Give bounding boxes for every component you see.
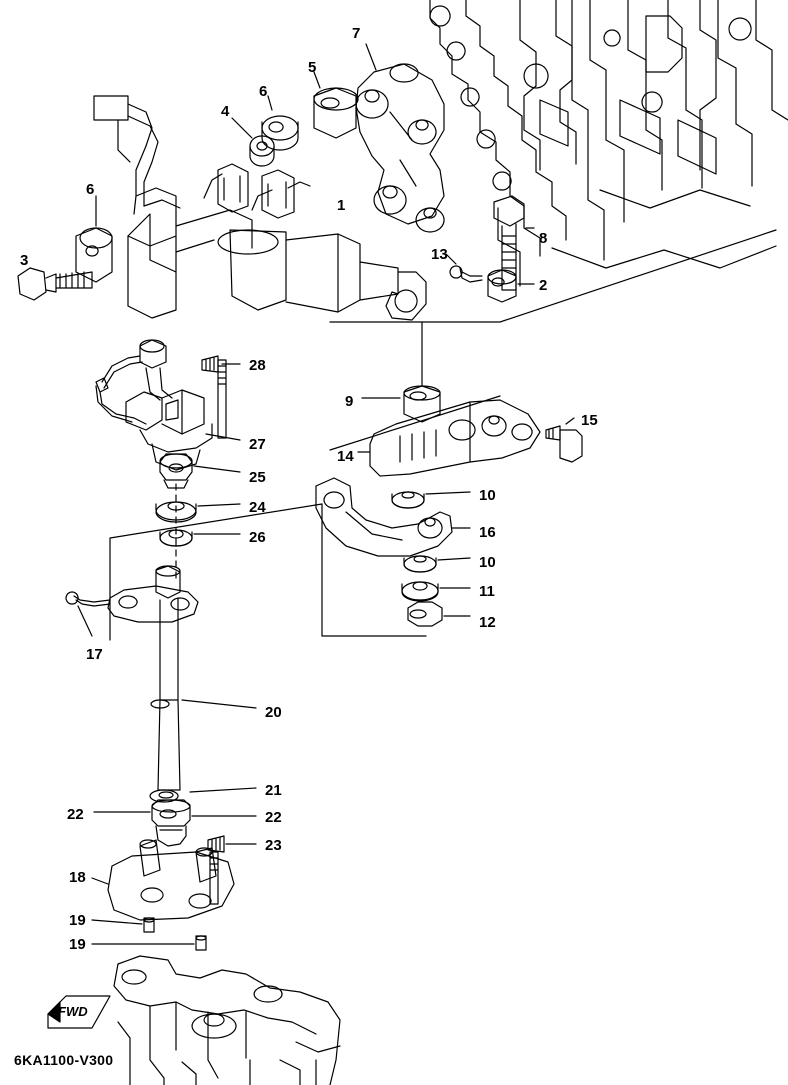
callout-3: 3 [20, 252, 29, 269]
part-27-switch-assembly [96, 340, 212, 470]
part-10-washer-lower [404, 556, 436, 572]
part-10-washer-upper [392, 492, 424, 508]
part-12-nut [408, 602, 442, 626]
leader-4 [232, 118, 252, 138]
part-11-washer [402, 582, 438, 601]
part-7-bracket [356, 64, 444, 232]
callout-23: 23 [265, 837, 282, 854]
leader-6-upper [268, 96, 272, 110]
leader-line-casting [330, 230, 776, 322]
callout-18: 18 [69, 869, 86, 886]
callout-19-b: 19 [69, 936, 86, 953]
callout-8: 8 [539, 230, 548, 247]
callout-24: 24 [249, 499, 266, 516]
part-14-lever-arm [370, 400, 540, 476]
diagram-part-code: 6KA1100-V300 [14, 1052, 114, 1068]
shift-rod-upper-lever [108, 566, 198, 622]
callout-25: 25 [249, 469, 266, 486]
callout-19-a: 19 [69, 912, 86, 929]
callout-16: 16 [479, 524, 496, 541]
callout-21: 21 [265, 782, 282, 799]
callout-9: 9 [345, 393, 354, 410]
callout-22-a: 22 [67, 806, 84, 823]
callout-28: 28 [249, 357, 266, 374]
callout-26: 26 [249, 529, 266, 546]
callout-7: 7 [352, 25, 361, 42]
leader-20 [182, 700, 256, 708]
callout-14: 14 [337, 448, 354, 465]
part-23-bolt [208, 836, 224, 904]
callout-5: 5 [308, 59, 317, 76]
leader-10-upper [426, 492, 470, 494]
lower-mounting-casting [114, 956, 340, 1085]
callout-15: 15 [581, 412, 598, 429]
fwd-label: FWD [58, 1004, 88, 1019]
callout-1: 1 [337, 197, 346, 214]
leader-19-upper [92, 920, 142, 924]
part-19-pin-lower [196, 936, 206, 950]
leader-17 [78, 606, 92, 636]
leader-21 [190, 788, 256, 792]
callout-4: 4 [221, 103, 230, 120]
leader-18 [92, 878, 108, 884]
leader-10-lower [438, 558, 470, 560]
part-20-shift-rod [151, 598, 180, 790]
part-15-bolt [546, 426, 582, 462]
leader-7 [366, 44, 376, 70]
callout-2: 2 [539, 277, 548, 294]
part-16-shift-lever [316, 478, 452, 556]
callout-12: 12 [479, 614, 496, 631]
callout-11: 11 [479, 583, 495, 600]
callout-10-b: 10 [479, 554, 496, 571]
callout-13: 13 [431, 246, 448, 263]
callout-20: 20 [265, 704, 282, 721]
part-13-cotter-pin [450, 266, 482, 282]
callout-10-a: 10 [479, 487, 496, 504]
part-3-bolt [18, 268, 92, 300]
callout-6-a: 6 [259, 83, 268, 100]
part-25-grommet [160, 454, 192, 488]
callout-27: 27 [249, 436, 266, 453]
leader-15 [566, 418, 574, 424]
callout-17: 17 [86, 646, 103, 663]
part-5-collar [314, 88, 358, 138]
part-22-bushing [152, 800, 190, 846]
leader-25 [194, 466, 240, 472]
callout-6-b: 6 [86, 181, 95, 198]
callout-22-b: 22 [265, 809, 282, 826]
part-28-bolt [202, 356, 226, 438]
leader-24 [198, 504, 240, 506]
part-17-cotter-pin [66, 592, 110, 606]
engine-casting-background [430, 0, 788, 286]
